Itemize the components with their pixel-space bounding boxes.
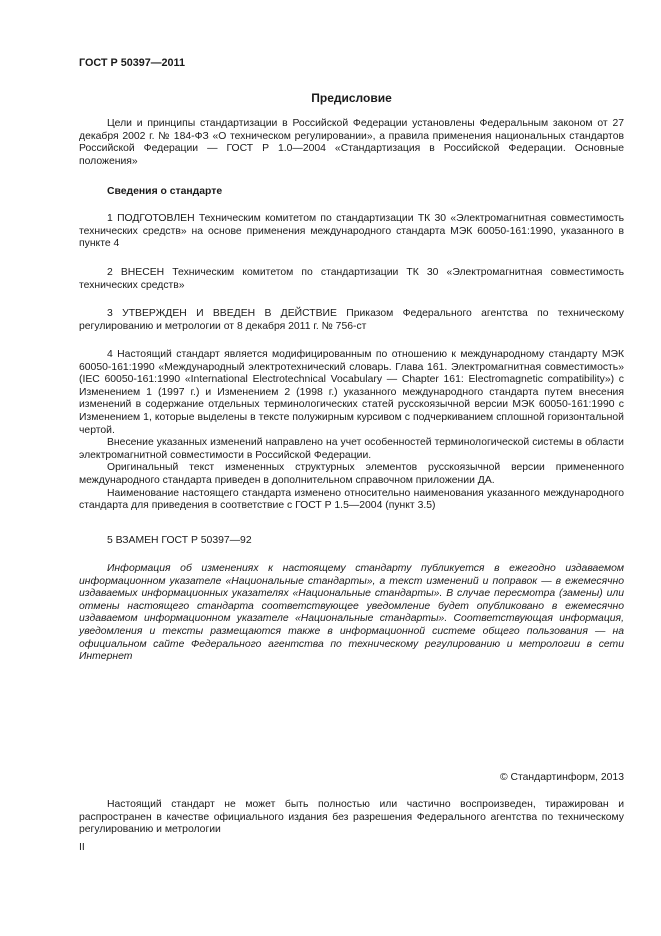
item-1: 1 ПОДГОТОВЛЕН Техническим комитетом по стандартизации ТК 30 «Электромагнитная совместимость технических средств» на основе применения международного стандарта МЭК 60050-161:1990, указанного в пункте 4 — [79, 213, 624, 250]
notice-paragraph: Информация об изменениях к настоящему стандарту публикуется в ежегодно издаваемом информационном указателе «Национальные стандарты», а текст изменений и поправок — в ежемесячно издаваемых информационных указателях «Национальные стандарты». В случае пересмотра (замены) или отмены настоящего стандарта соответствующее уведомление будет опубликовано в ежемесячно издаваемом информационном указателе «Национальные стандарты». Соответствующая информация, уведомления и тексты размещаются также в информационной системе общего пользования — на официальном сайте Федерального агентства по техническому регулированию и метрологии в сети Интернет — [79, 563, 624, 663]
section-title: Предисловие — [311, 91, 392, 105]
page-number: II — [79, 842, 85, 853]
item-4-paragraph-3: Оригинальный текст измененных структурных элементов русскоязычной версии примененного международного стандарта приведен в дополнительном справочном приложении ДА. — [79, 462, 624, 486]
item-2-block — [79, 267, 624, 292]
item-3: 3 УТВЕРЖДЕН И ВВЕДЕН В ДЕЙСТВИЕ Приказом Федерального агентства по техническому регулированию и метрологии от 8 декабря 2011 г. № 756-ст — [79, 308, 624, 332]
item-4-block — [79, 349, 624, 513]
info-heading-block — [79, 186, 624, 199]
rights-block — [79, 799, 624, 837]
item-5-block — [79, 535, 624, 548]
rights-paragraph: Настоящий стандарт не может быть полностью или частично воспроизведен, тиражирован и распространен в качестве официального издания без разрешения Федерального агентства по техническому регулированию и метрологии — [79, 799, 624, 836]
info-heading: Сведения о стандарте — [107, 186, 223, 197]
copyright: © Стандартинформ, 2013 — [499, 772, 624, 783]
document-id-header: ГОСТ Р 50397—2011 — [79, 57, 185, 69]
notice-block — [79, 563, 624, 664]
item-4-paragraph-1: 4 Настоящий стандарт является модифицированным по отношению к международному стандарту МЭК 60050-161:1990 «Международный электротехнический словарь. Глава 161. Электромагнитная совместимость» (IEC 60050-161:1990 «International Electrotechnical Vocabulary — Chapter 161: Electromagnetic compatibility») с Изменением 1 (1997 г.) и Изменением 2 (1998 г.) указанного международного стандарта путем внесения изменений в содержание отдельных терминологических статей русскоязычной версии МЭК 60050-161:1990 с Изменением 1, которые выделены в тексте полужирным курсивом с подчеркиванием сплошной горизонтальной чертой. — [79, 349, 624, 436]
intro-paragraph: Цели и принципы стандартизации в Российской Федерации установлены Федеральным законом от 27 декабря 2002 г. № 184-ФЗ «О техническом регулировании», а правила применения национальных стандартов Российской Федерации — ГОСТ Р 1.0—2004 «Стандартизация в Российской Федерации. Основные положения» — [79, 118, 624, 167]
item-4-paragraph-2: Внесение указанных изменений направлено на учет особенностей терминологической системы в области электромагнитной совместимости в Российской Федерации. — [79, 437, 624, 461]
item-3-block — [79, 308, 624, 333]
copyright-block — [79, 772, 624, 785]
intro-block — [79, 118, 624, 168]
item-5: 5 ВЗАМЕН ГОСТ Р 50397—92 — [107, 535, 252, 546]
item-4-paragraph-4: Наименование настоящего стандарта изменено относительно наименования указанного международного стандарта для приведения в соответствие с ГОСТ Р 1.5—2004 (пункт 3.5) — [79, 487, 624, 512]
item-1-block — [79, 213, 624, 251]
item-2: 2 ВНЕСЕН Техническим комитетом по стандартизации ТК 30 «Электромагнитная совместимость технических средств» — [79, 267, 624, 291]
